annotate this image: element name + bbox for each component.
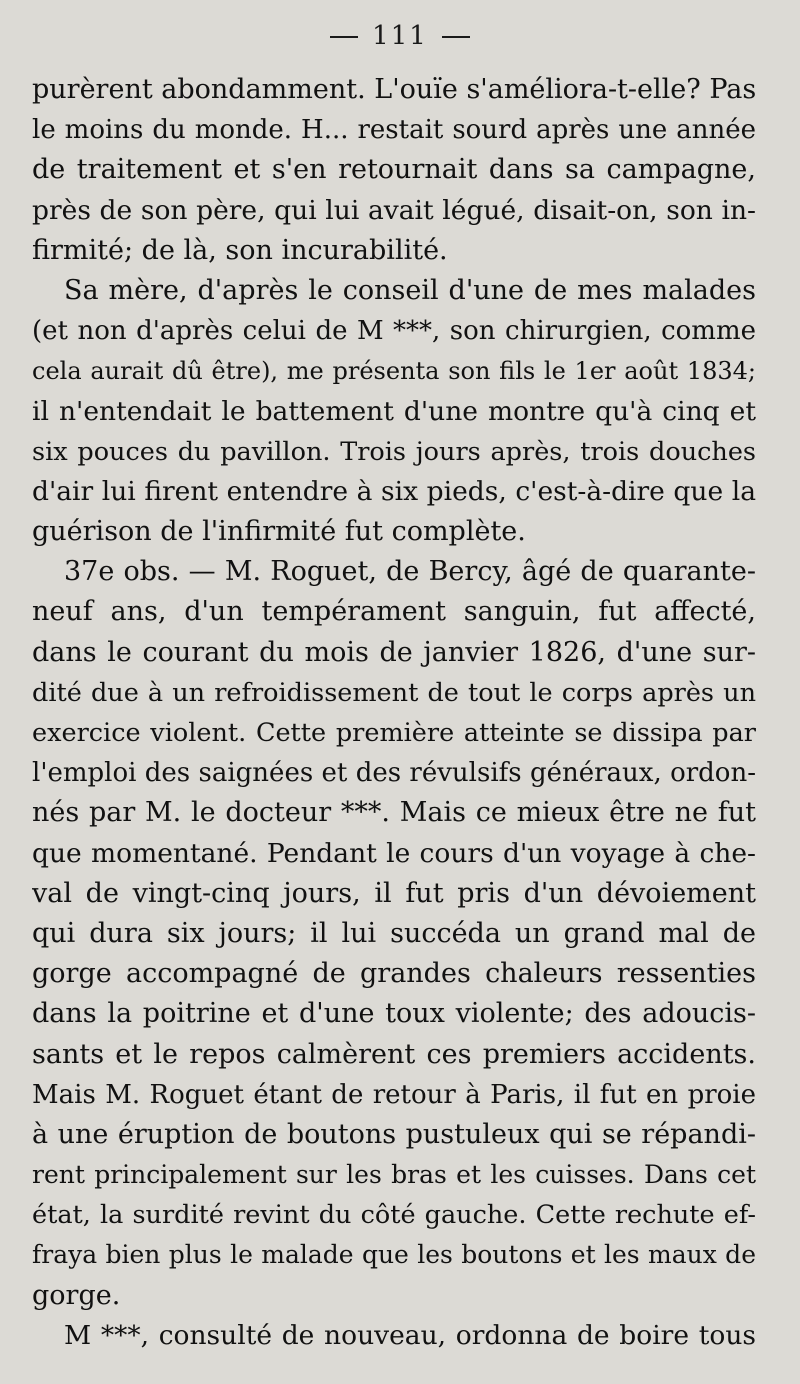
- text-line: dans la poitrine et d'une toux violente; des adoucis-: [32, 998, 756, 1030]
- page-header: [0, 14, 800, 58]
- text-line: (et non d'après celui de M ***, son chirurgien, comme: [32, 316, 756, 347]
- text-line: fraya bien plus le malade que les boutons et les maux de: [32, 1240, 756, 1270]
- text-line: à une éruption de boutons pustuleux qui se répandi-: [32, 1118, 756, 1150]
- header-dash-left: [330, 36, 358, 38]
- text-line: état, la surdité revint du côté gauche. Cette rechute ef-: [32, 1200, 756, 1231]
- page-number: 111: [372, 21, 428, 51]
- text-line: près de son père, qui lui avait légué, disait-on, son in-: [32, 194, 756, 226]
- text-line: Sa mère, d'après le conseil d'une de mes malades: [64, 274, 756, 306]
- header-dash-right: [442, 36, 470, 38]
- text-line: guérison de l'infirmité fut complète.: [32, 516, 526, 548]
- text-line: neuf ans, d'un tempérament sanguin, fut affecté,: [32, 596, 756, 628]
- text-line: purèrent abondamment. L'ouïe s'améliora-t-elle? Pas: [32, 74, 756, 105]
- text-line: qui dura six jours; il lui succéda un grand mal de: [32, 917, 756, 949]
- text-line: sants et le repos calmèrent ces premiers accidents.: [32, 1038, 756, 1070]
- text-line: le moins du monde. H... restait sourd après une année: [32, 115, 756, 146]
- text-line: nés par M. le docteur ***. Mais ce mieux être ne fut: [32, 797, 756, 829]
- text-line: l'emploi des saignées et des révulsifs généraux, ordon-: [32, 758, 756, 789]
- text-line: dité due à un refroidissement de tout le corps après un: [32, 677, 756, 708]
- text-line: cela aurait dû être), me présenta son fils le 1er août 1834;: [32, 357, 756, 386]
- text-line: six pouces du pavillon. Trois jours après, trois douches: [32, 436, 756, 467]
- text-line: exercice violent. Cette première atteinte se dissipa par: [32, 718, 756, 748]
- text-line: val de vingt-cinq jours, il fut pris d'un dévoiement: [32, 877, 756, 909]
- text-line: que momentané. Pendant le cours d'un voyage à che-: [32, 837, 756, 869]
- text-line: rent principalement sur les bras et les cuisses. Dans cet: [32, 1160, 756, 1190]
- text-line: 37e obs. — M. Roguet, de Bercy, âgé de quarante-: [64, 556, 756, 588]
- text-line: firmité; de là, son incurabilité.: [32, 234, 448, 266]
- text-line: Mais M. Roguet étant de retour à Paris, il fut en proie: [32, 1079, 756, 1110]
- text-line: gorge accompagné de grandes chaleurs ressenties: [32, 958, 756, 990]
- text-line: il n'entendait le battement d'une montre qu'à cinq et: [32, 395, 756, 427]
- text-line: dans le courant du mois de janvier 1826, d'une sur-: [32, 636, 756, 668]
- text-line: gorge.: [32, 1279, 121, 1311]
- text-line: de traitement et s'en retournait dans sa campagne,: [32, 154, 756, 186]
- text-line: d'air lui firent entendre à six pieds, c'est-à-dire que la: [32, 475, 756, 507]
- text-body: [32, 70, 756, 1356]
- text-line: M ***, consulté de nouveau, ordonna de boire tous: [64, 1319, 756, 1351]
